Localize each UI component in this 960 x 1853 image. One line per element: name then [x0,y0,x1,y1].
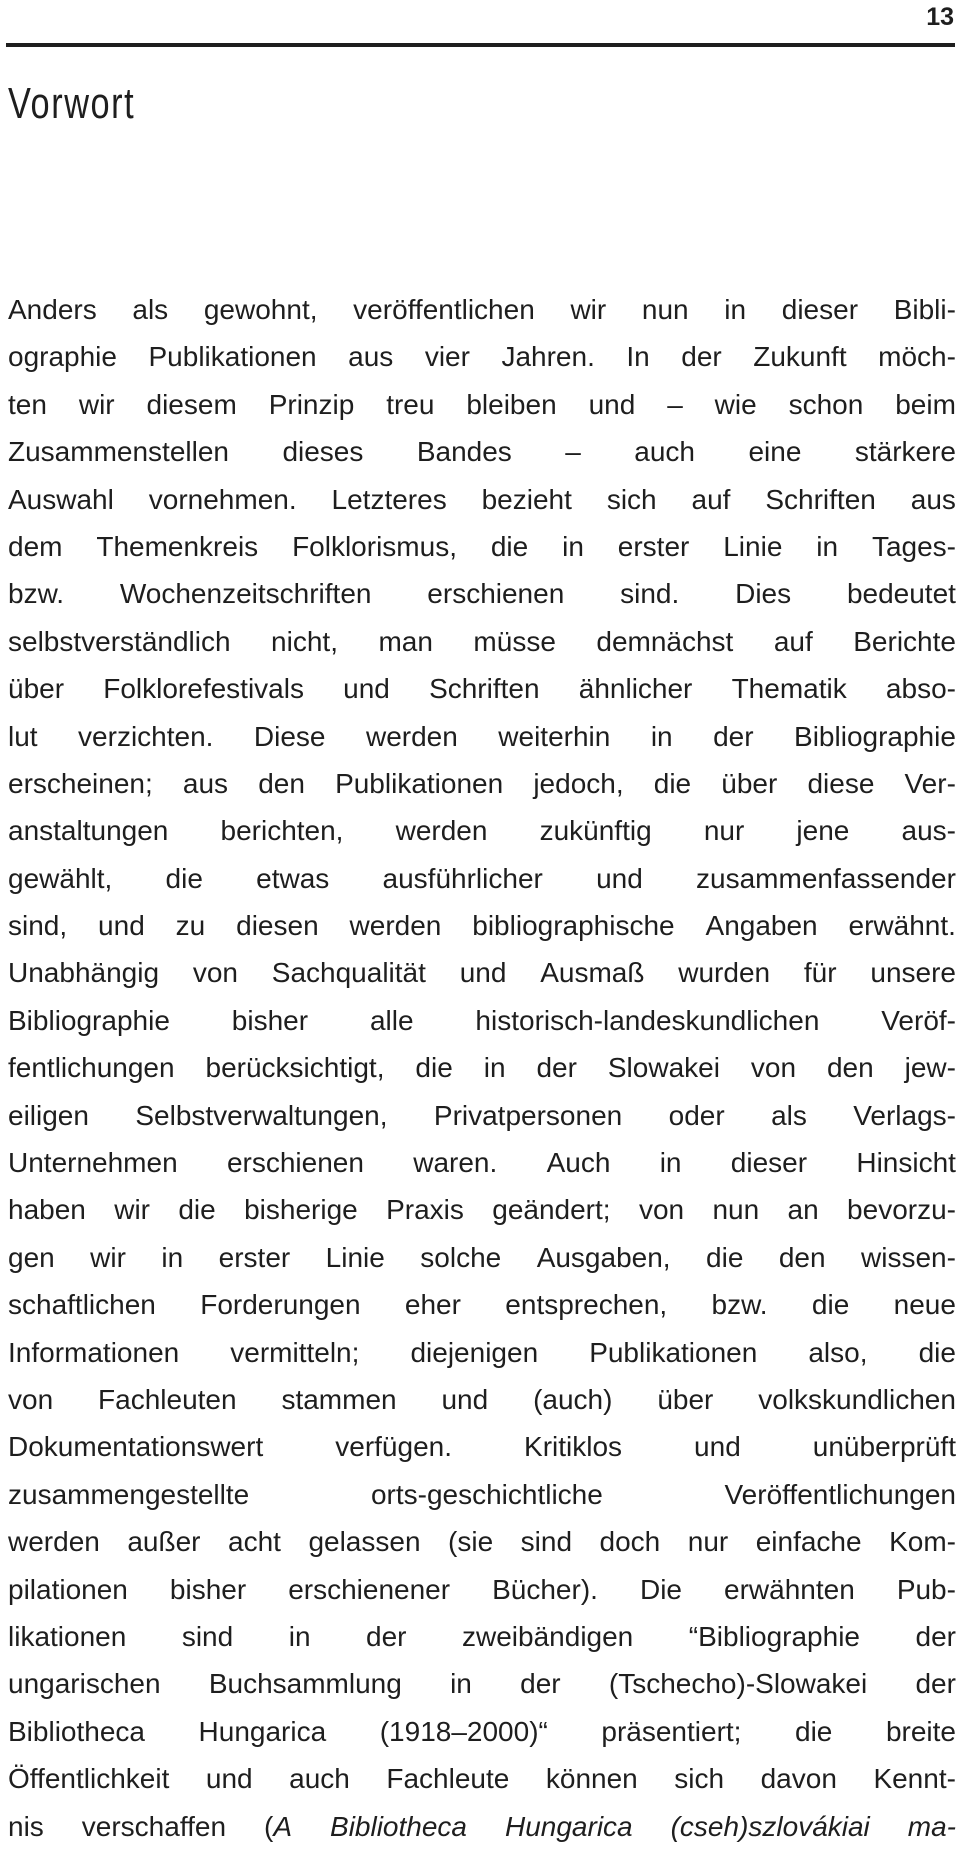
word: auf [691,483,731,515]
word: bisherige [244,1194,358,1226]
word: bezieht [481,483,572,515]
word: an [787,1194,819,1226]
word: wurden [678,957,771,989]
word: veröffentlichen [353,294,535,325]
word: von [750,1052,797,1084]
word: erwähnten [724,1573,855,1605]
word: werden [349,910,442,942]
word: die [653,767,692,799]
word: aus [348,341,394,373]
word: ähnlicher [578,673,693,705]
word: und [459,957,507,989]
word: wir [114,1194,150,1226]
italic-title: Bibliotheca [330,1810,467,1842]
word: diesem [146,388,237,420]
word: dieses [282,436,364,468]
word: ten [8,388,47,420]
word: der [366,1620,407,1652]
word: Hinsicht [856,1147,956,1179]
word: doch [599,1526,661,1558]
word: verschaffen [81,1810,227,1842]
text-line [8,905,956,952]
word: und [588,388,636,420]
word: zukünftig [539,815,652,847]
word: Privatpersonen [433,1099,623,1131]
word: Kom- [889,1526,956,1558]
word: verzichten. [78,720,214,752]
word: gewohnt, [203,294,318,325]
word: erscheinen; [8,767,153,799]
word: wir [90,1241,126,1273]
word [671,1806,870,1848]
word: eine [748,436,802,468]
word: Fachleuten [98,1383,237,1415]
word: erwähnt. [848,910,956,942]
page-title: Vorwort [8,79,136,128]
word: Dies [735,578,792,610]
word: der [915,1668,956,1700]
word: und [441,1383,489,1415]
word: treu [386,388,435,420]
word: abso- [885,673,956,705]
word: fentlichungen [8,1052,175,1084]
word: und [205,1763,253,1795]
word: die [490,530,529,562]
word: aus [910,483,956,515]
word: die [165,862,203,894]
word: Auswahl [8,483,114,515]
word: Informationen [8,1336,180,1368]
word: – [565,436,581,468]
word: alle [369,1004,414,1036]
text-line [8,1569,956,1616]
word: orts-geschichtliche [370,1478,603,1510]
word: und [694,1431,741,1463]
word: acht [228,1526,281,1558]
word: zweibändigen [462,1620,634,1652]
text-line [8,526,956,573]
word: geändert; [492,1194,611,1226]
word: bzw. [8,578,65,610]
word: in [650,720,673,752]
text-line [8,763,956,810]
body-paragraph [8,289,956,1853]
word: dem [8,530,63,562]
word: erster [218,1241,291,1273]
word: nur [687,1526,729,1558]
word: Tages- [871,530,956,562]
word: Praxis [386,1194,464,1226]
word: den [778,1241,826,1273]
word: Ver- [904,767,956,799]
text-line [8,858,956,905]
word: sich [674,1763,725,1795]
word: den [258,767,305,799]
word: Themenkreis [96,530,259,562]
word: beim [895,388,956,420]
word: Berichte [853,625,956,657]
word: Prinzip [268,388,355,420]
word: (Tschecho)-Slowakei [608,1668,868,1700]
word: Jahren. [501,341,595,373]
text-line [8,716,956,763]
word: sich [606,483,657,515]
word: nicht, [271,625,338,657]
word: – [667,388,683,420]
word: Veröf- [881,1004,956,1036]
word: nun [641,294,689,325]
word: auch [634,436,695,468]
word: den [826,1052,874,1084]
word: dieser [730,1147,808,1179]
word: sind. [620,578,680,610]
word: Hungarica [198,1715,327,1747]
word: Öffentlichkeit [8,1763,170,1795]
word: jew- [904,1052,956,1084]
italic-title: (cseh)szlovákiai [670,1810,870,1842]
text-line [8,1047,956,1094]
text-line [8,621,956,668]
text-line [8,431,956,478]
word: außer [127,1526,201,1558]
word: bzw. [711,1289,768,1321]
italic-title: Hungarica [504,1810,633,1842]
word: etwas [256,862,330,894]
word: Selbstverwaltungen, [135,1099,388,1131]
word: in [161,1241,184,1273]
word: Schriften [429,673,540,705]
word: nur [703,815,745,847]
word: die [706,1241,744,1273]
italic-title: ma- [907,1810,956,1842]
word: ographie [8,341,117,373]
word: davon [760,1763,837,1795]
word: Diese [253,720,326,752]
text-line [8,384,956,431]
word: demnächst [596,625,734,657]
text-line [8,810,956,857]
text-line [8,1284,956,1331]
word: als [132,294,169,325]
word: der [713,720,754,752]
word: anstaltungen [8,815,169,847]
word: über [721,767,778,799]
word: also, [808,1336,868,1368]
word: Forderungen [200,1289,361,1321]
text-line [8,952,956,999]
word: bevorzu- [847,1194,956,1226]
word: berichten, [220,815,344,847]
word: Pub- [896,1573,956,1605]
word: Verlags- [853,1099,956,1131]
word: wie [714,388,757,420]
word: Die [639,1573,682,1605]
word: die [811,1289,850,1321]
text-line [8,1426,956,1473]
word: Folklorefestivals [103,673,304,705]
word: Ausgaben, [536,1241,671,1273]
word: Letzteres [331,483,447,515]
word: auf [773,625,813,657]
text-line [8,1189,956,1236]
word: (auch) [533,1383,613,1415]
word: unsere [870,957,956,989]
word: lut [8,720,38,752]
word: Ausmaß [540,957,645,989]
word: gen [8,1241,55,1273]
text-line [8,336,956,383]
word: zusammenfassender [696,862,956,894]
text-line [8,1711,956,1758]
text-line [8,1758,956,1805]
word: Unabhängig [8,957,160,989]
text-line [8,1379,956,1426]
word: Kennt- [873,1763,956,1795]
word: jedoch, [533,767,624,799]
text-line [8,1474,956,1521]
word: von [8,1383,54,1415]
word: der [915,1620,956,1652]
text-line [8,1142,956,1189]
word: weiterhin [498,720,611,752]
word: Fachleute [386,1763,510,1795]
word [505,1806,633,1848]
word: in [562,530,584,562]
word: Bibliographie [8,1004,170,1036]
word: aus [182,767,229,799]
word: bisher [231,1004,309,1036]
word: Kritiklos [524,1431,623,1463]
word: neue [893,1289,956,1321]
word: historisch-landeskundlichen [475,1004,820,1036]
word: zu [175,910,206,942]
word: entsprechen, [505,1289,668,1321]
word: haben [8,1194,86,1226]
word: in [450,1668,472,1700]
word: Anders [8,294,97,325]
word: der [520,1668,561,1700]
word: in [724,294,747,325]
word: bedeutet [846,578,956,610]
italic-title: A [273,1810,293,1842]
word: präsentiert; [601,1715,742,1747]
word: sind [181,1620,234,1652]
word: Dokumentationswert [8,1431,264,1463]
word: pilationen [8,1573,128,1605]
word: schon [788,388,864,420]
word: vornehmen. [148,483,297,515]
word: volkskundlichen [758,1383,956,1415]
word: Veröffentlichungen [724,1478,956,1510]
word: in [288,1620,311,1652]
word: sind, [8,910,68,942]
word: der [681,341,722,373]
text-line [8,1521,956,1568]
text-line [8,1237,956,1284]
word: In [626,341,650,373]
word: selbstverständlich [8,625,231,657]
word: nis [8,1810,44,1842]
word: auch [289,1763,350,1795]
word: Bücher). [492,1573,598,1605]
word: erschienen [427,578,565,610]
word: einfache [755,1526,862,1558]
word: “Bibliographie [688,1620,860,1652]
word: diejenigen [410,1336,539,1368]
word: erschienener [288,1573,451,1605]
word: Linie [325,1241,385,1273]
word: Bibli- [893,294,956,325]
text-line [8,289,956,336]
word: als [771,1099,807,1131]
word: sind [520,1526,573,1558]
word: die [918,1336,956,1368]
word: in [483,1052,506,1084]
word: in [659,1147,682,1179]
word: berücksichtigt, [205,1052,385,1084]
word: dieser [781,294,859,325]
word: zusammengestellte [8,1478,250,1510]
word: werden [8,1526,100,1558]
word: Unternehmen [8,1147,178,1179]
word: über [8,673,65,705]
word: werden [395,815,488,847]
text-line [8,479,956,526]
word: ausführlicher [382,862,543,894]
word: Folklorismus, [292,530,457,562]
word: Sachqualität [271,957,426,989]
word: stärkere [854,436,956,468]
word: ungarischen [8,1668,161,1700]
word: Zukunft [753,341,847,373]
word: Publikationen [148,341,317,373]
word: eiligen [8,1099,89,1131]
word: und [98,910,145,942]
word: möch- [878,341,956,373]
text-line [8,1616,956,1663]
word: von [638,1194,685,1226]
word: solche [420,1241,502,1273]
word: Angaben [705,910,818,942]
word: können [545,1763,638,1795]
word: bisher [169,1573,247,1605]
text-line [8,1095,956,1142]
word: schaftlichen [8,1289,156,1321]
word [908,1806,956,1848]
text-line [8,1000,956,1047]
word: diesen [236,910,319,942]
word: waren. [413,1147,498,1179]
word: Publikationen [335,767,504,799]
word: diese [807,767,875,799]
word: Publikationen [589,1336,758,1368]
word: die [178,1194,216,1226]
word: nun [712,1194,760,1226]
text-line-last [8,1806,956,1853]
word: Auch [546,1147,611,1179]
word: erschienen [226,1147,364,1179]
header-rule [6,43,955,47]
word [330,1806,467,1848]
word: gelassen [308,1526,421,1558]
word: bleiben [466,388,557,420]
word: Buchsammlung [208,1668,402,1700]
text-line [8,1332,956,1379]
word: Bibliographie [794,720,956,752]
word: werden [365,720,458,752]
word: Slowakei [607,1052,720,1084]
word: man [378,625,433,657]
word: vermitteln; [230,1336,360,1368]
word: likationen [8,1620,127,1652]
word: müsse [473,625,556,657]
word: Bandes [416,436,512,468]
word: Schriften [765,483,876,515]
word: (sie [448,1526,494,1558]
word: und [343,673,390,705]
word: unüberprüft [812,1431,956,1463]
word: verfügen. [335,1431,452,1463]
word: stammen [281,1383,397,1415]
text-line [8,573,956,620]
word: jene [796,815,850,847]
word: Zusammenstellen [8,436,229,468]
text-line [8,1663,956,1710]
page-number: 13 [926,3,954,31]
word: vier [424,341,470,373]
word: (A [264,1810,293,1842]
word: Bibliotheca [8,1715,145,1747]
word: von [192,957,238,989]
word: wissen- [861,1241,956,1273]
word: und [596,862,643,894]
word: über [657,1383,714,1415]
word: die [795,1715,833,1747]
word: die [415,1052,453,1084]
word: wir [570,294,607,325]
word: gewählt, [8,862,113,894]
word: Thematik [731,673,847,705]
word: aus- [901,815,956,847]
word: eher [404,1289,461,1321]
word: (1918–2000)“ [379,1715,548,1747]
word: oder [668,1099,725,1131]
word: der [536,1052,577,1084]
word: Wochenzeitschriften [119,578,372,610]
word: erster [617,530,690,562]
word: wir [78,388,115,420]
text-line [8,668,956,715]
word: breite [885,1715,956,1747]
word: Linie [723,530,783,562]
word: für [803,957,837,989]
word: bibliographische [472,910,675,942]
word: in [816,530,839,562]
